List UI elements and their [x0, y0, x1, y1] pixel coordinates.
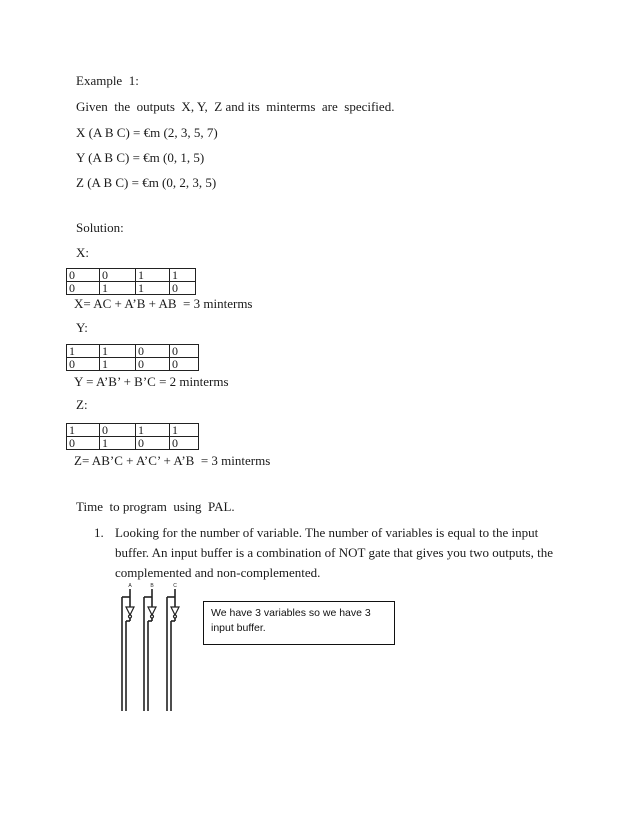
- equation-x: X (A B C) = €m (2, 3, 5, 7): [76, 125, 218, 140]
- kmap-x-label: X:: [76, 245, 89, 260]
- step-number: 1.: [94, 525, 104, 540]
- table-row: [67, 437, 199, 450]
- table-row: [67, 345, 199, 358]
- equation-y: Y (A B C) = €m (0, 1, 5): [76, 150, 205, 165]
- kmap-z-result: Z= AB’C + A’C’ + A’B = 3 minterms: [74, 453, 271, 468]
- table-cell: 1: [170, 269, 196, 282]
- table-cell: 1: [67, 424, 100, 437]
- step-text: Looking for the number of variable. The number of variables is equal to the input buffer. An input buffer is a combination of NOT gate that gives you two outputs, the complemented and non-complemented.: [115, 525, 553, 580]
- intro-text: Given the outputs X, Y, Z and its minterms are specified.: [76, 99, 395, 114]
- table-row: [67, 424, 199, 437]
- table-cell: 1: [136, 424, 170, 437]
- table-cell: 0: [67, 358, 100, 371]
- table-row: [67, 358, 199, 371]
- not-gate-bubble-icon: [151, 615, 154, 618]
- table-cell: 1: [136, 282, 170, 295]
- input-buffer-diagram: [112, 583, 192, 713]
- input-label-b: B: [150, 583, 154, 589]
- table-cell: 0: [170, 345, 199, 358]
- kmap-x-result: X= AC + A’B + AB = 3 minterms: [74, 296, 253, 311]
- program-heading: Time to program using PAL.: [76, 499, 235, 514]
- kmap-x-table: [66, 268, 196, 295]
- not-gate-icon: [171, 607, 179, 615]
- not-gate-icon: [148, 607, 156, 615]
- example-title: Example 1:: [76, 73, 139, 88]
- table-cell: 0: [100, 269, 136, 282]
- table-cell: 1: [100, 345, 136, 358]
- table-cell: 1: [100, 358, 136, 371]
- not-gate-bubble-icon: [129, 615, 132, 618]
- table-cell: 0: [170, 358, 199, 371]
- input-label-a: A: [128, 583, 132, 589]
- table-cell: 0: [67, 269, 100, 282]
- kmap-z-table: [66, 423, 199, 450]
- equation-z: Z (A B C) = €m (0, 2, 3, 5): [76, 175, 217, 190]
- table-cell: 0: [136, 358, 170, 371]
- kmap-y-result: Y = A’B’ + B’C = 2 minterms: [74, 374, 229, 389]
- solution-label: Solution:: [76, 220, 124, 235]
- table-cell: 0: [170, 437, 199, 450]
- table-cell: 1: [100, 282, 136, 295]
- kmap-z-label: Z:: [76, 397, 88, 412]
- table-cell: 0: [136, 345, 170, 358]
- kmap-y-label: Y:: [76, 320, 88, 335]
- table-cell: 1: [136, 269, 170, 282]
- table-row: [67, 282, 196, 295]
- table-cell: 1: [100, 437, 136, 450]
- kmap-y-table: [66, 344, 199, 371]
- buffer-note-box: We have 3 variables so we have 3 input buffer.: [203, 601, 395, 645]
- table-cell: 0: [100, 424, 136, 437]
- not-gate-icon: [126, 607, 134, 615]
- table-cell: 0: [67, 437, 100, 450]
- input-label-c: C: [173, 583, 177, 589]
- table-cell: 0: [136, 437, 170, 450]
- table-cell: 1: [170, 424, 199, 437]
- table-cell: 1: [67, 345, 100, 358]
- not-gate-bubble-icon: [174, 615, 177, 618]
- table-row: [67, 269, 196, 282]
- table-cell: 0: [170, 282, 196, 295]
- table-cell: 0: [67, 282, 100, 295]
